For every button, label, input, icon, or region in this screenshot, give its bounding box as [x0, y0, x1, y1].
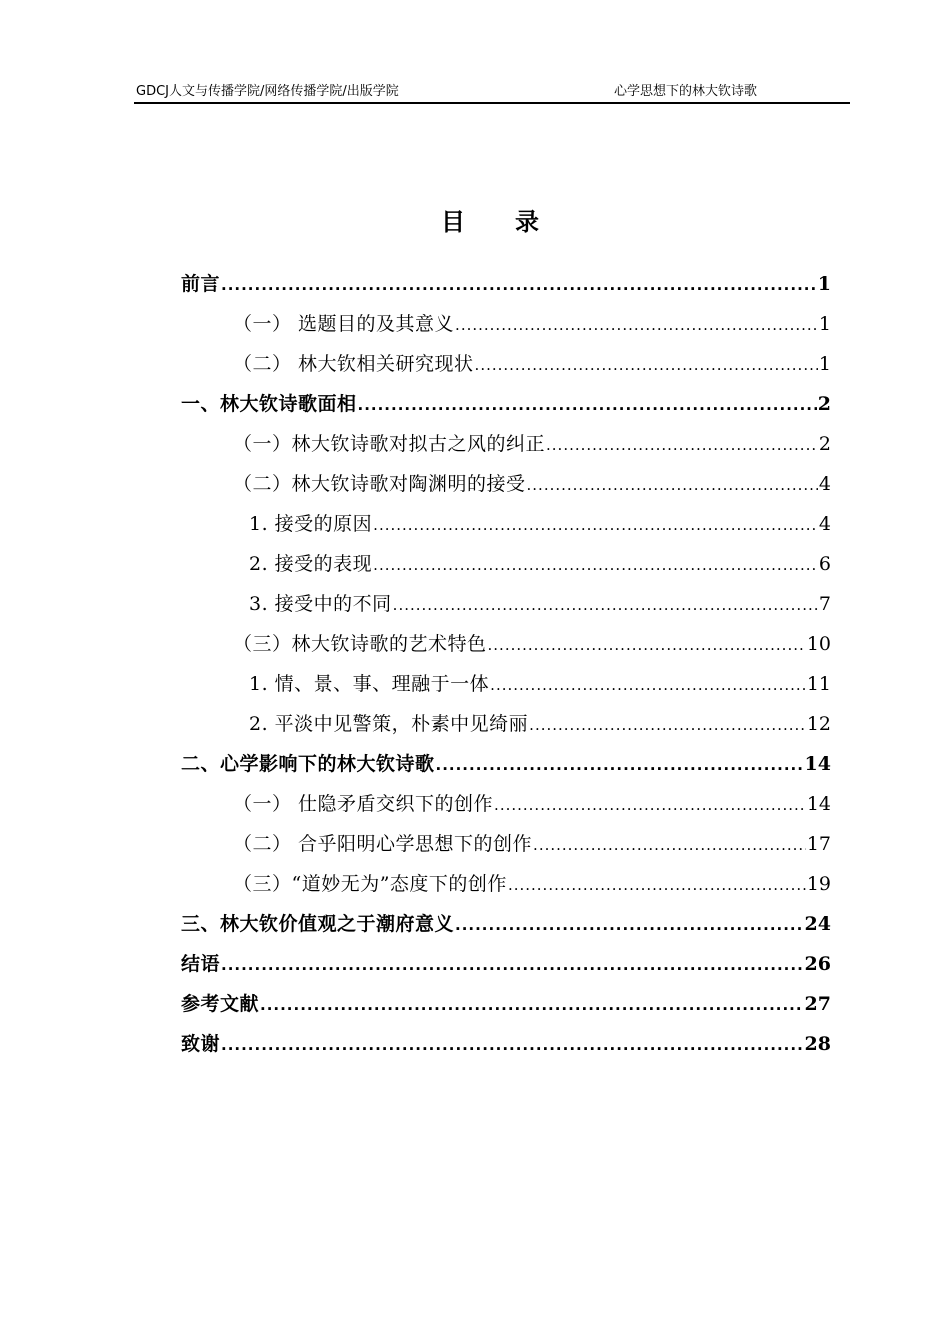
toc-entry-text: （二） 合乎阳明心学思想下的创作 [233, 833, 533, 855]
toc-page-number: 19 [806, 873, 831, 895]
toc-page-number: 27 [804, 993, 831, 1015]
toc-entry-text: （二） 林大钦相关研究现状 [233, 353, 474, 375]
toc-page-number: 12 [806, 713, 831, 735]
toc-dot-leader [358, 386, 817, 423]
toc-dot-leader [373, 506, 818, 543]
toc-dot-leader [508, 866, 806, 903]
toc-page-number: 1 [818, 313, 831, 335]
toc-page-number: 6 [818, 553, 831, 575]
header-institution: GDCJ人文与传播学院/网络传播学院/出版学院 [136, 84, 399, 99]
toc-entry-chapter-3[interactable] [181, 906, 831, 946]
toc-entry-preface[interactable] [181, 266, 831, 306]
toc-page-number: 11 [806, 673, 831, 695]
toc-entry-section-1-1[interactable] [181, 426, 831, 466]
table-of-contents [181, 266, 831, 1066]
toc-entry-text: 3. 接受中的不同 [249, 593, 392, 615]
toc-dot-leader [455, 306, 818, 343]
toc-page-number: 4 [818, 513, 831, 535]
toc-page-number: 2 [817, 393, 831, 415]
toc-entry-text: （二）林大钦诗歌对陶渊明的接受 [233, 473, 526, 495]
toc-page-number: 28 [804, 1033, 831, 1055]
toc-title: 目录 [441, 207, 589, 236]
toc-dot-leader [488, 626, 806, 663]
toc-entry-subsection-1-2-2[interactable] [181, 546, 831, 586]
toc-entry-text: （一） 仕隐矛盾交织下的创作 [233, 793, 494, 815]
toc-dot-leader [221, 946, 804, 983]
toc-entry-chapter-2[interactable] [181, 746, 831, 786]
toc-page-number: 4 [818, 473, 831, 495]
toc-entry-text: 三、林大钦价值观之于潮府意义 [181, 913, 455, 935]
toc-entry-text: （一） 选题目的及其意义 [233, 313, 455, 335]
toc-entry-text: 1. 情、景、事、理融于一体 [249, 673, 490, 695]
toc-page-number: 7 [818, 593, 831, 615]
toc-dot-leader [373, 546, 818, 583]
toc-entry-section-1-2[interactable] [181, 466, 831, 506]
page-header [134, 78, 850, 104]
toc-page-number: 17 [806, 833, 831, 855]
toc-entry-text: 2. 接受的表现 [249, 553, 373, 575]
toc-entry-purpose[interactable] [181, 306, 831, 346]
toc-entry-research-status[interactable] [181, 346, 831, 386]
toc-dot-leader [455, 906, 804, 943]
toc-dot-leader [546, 426, 818, 463]
toc-entry-section-2-1[interactable] [181, 786, 831, 826]
toc-entry-subsection-1-2-1[interactable] [181, 506, 831, 546]
toc-dot-leader [221, 266, 817, 303]
toc-page-number: 2 [818, 433, 831, 455]
toc-page-number: 14 [806, 793, 831, 815]
toc-entry-subsection-1-2-3[interactable] [181, 586, 831, 626]
toc-entry-text: 结语 [181, 953, 221, 975]
toc-entry-text: 致谢 [181, 1033, 221, 1055]
toc-entry-text: 一、林大钦诗歌面相 [181, 393, 357, 415]
toc-entry-section-2-2[interactable] [181, 826, 831, 866]
toc-entry-text: 前言 [181, 273, 221, 295]
toc-entry-text: （三）“道妙无为”态度下的创作 [233, 873, 507, 895]
toc-dot-leader [494, 786, 806, 823]
toc-entry-subsection-1-3-1[interactable] [181, 666, 831, 706]
toc-dot-leader [393, 586, 818, 623]
toc-page-number: 14 [804, 753, 831, 775]
toc-dot-leader [529, 706, 806, 743]
toc-entry-text: 2. 平淡中见警策，朴素中见绮丽 [249, 713, 529, 735]
toc-entry-text: 参考文献 [181, 993, 260, 1015]
toc-entry-text: （三）林大钦诗歌的艺术特色 [233, 633, 487, 655]
toc-page-number: 1 [817, 273, 831, 295]
toc-dot-leader [475, 346, 818, 383]
toc-entry-references[interactable] [181, 986, 831, 1026]
toc-dot-leader [490, 666, 806, 703]
header-document-title: 心学思想下的林大钦诗歌 [614, 84, 758, 99]
toc-dot-leader [260, 986, 804, 1023]
toc-page-number: 10 [806, 633, 831, 655]
toc-entry-text: 1. 接受的原因 [249, 513, 373, 535]
toc-dot-leader [436, 746, 804, 783]
toc-page-number: 24 [804, 913, 831, 935]
toc-page-number: 26 [804, 953, 831, 975]
toc-entry-section-2-3[interactable] [181, 866, 831, 906]
toc-dot-leader [533, 826, 806, 863]
toc-entry-text: 二、心学影响下的林大钦诗歌 [181, 753, 435, 775]
toc-dot-leader [221, 1026, 804, 1063]
toc-entry-conclusion[interactable] [181, 946, 831, 986]
toc-entry-subsection-1-3-2[interactable] [181, 706, 831, 746]
toc-entry-text: （一）林大钦诗歌对拟古之风的纠正 [233, 433, 546, 455]
toc-entry-acknowledgements[interactable] [181, 1026, 831, 1066]
toc-entry-section-1-3[interactable] [181, 626, 831, 666]
toc-page-number: 1 [818, 353, 831, 375]
toc-dot-leader [527, 466, 818, 503]
toc-entry-chapter-1[interactable] [181, 386, 831, 426]
